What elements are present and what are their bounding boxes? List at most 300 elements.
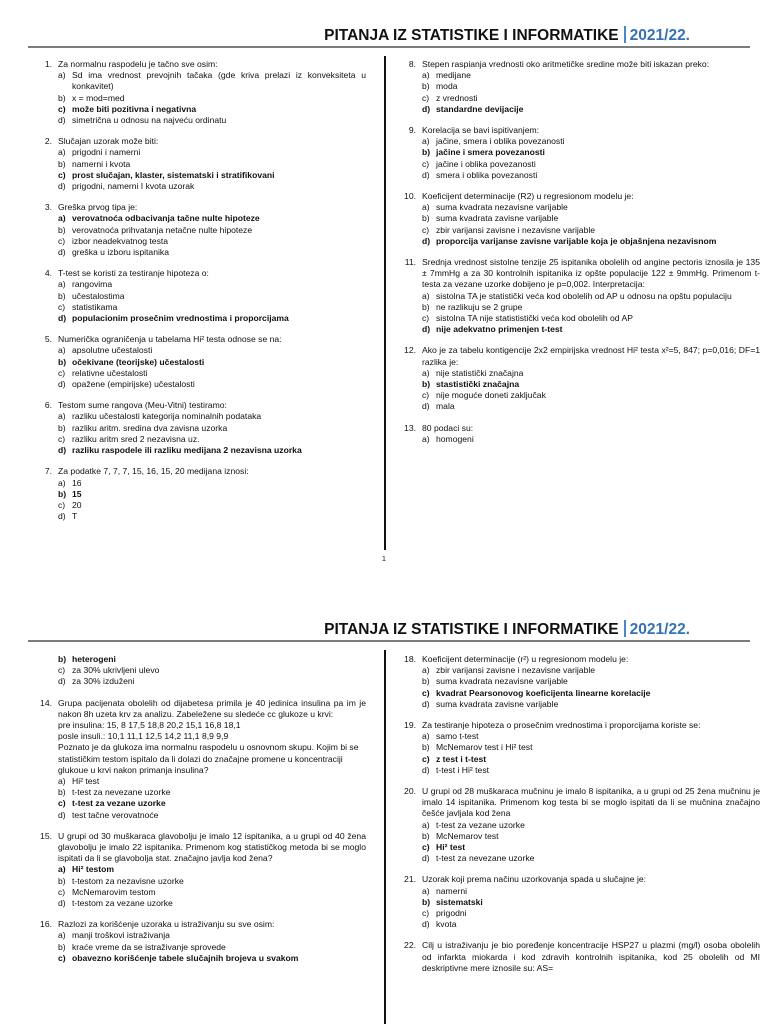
option-text: stastistički značajna [436, 379, 520, 390]
answer-option [40, 147, 366, 158]
question-item [404, 345, 760, 412]
answer-option [40, 787, 366, 798]
option-text: razliku aritm sred 2 nezavisna uz. [72, 433, 200, 444]
option-text: mala [436, 401, 455, 412]
answer-option [404, 236, 760, 247]
answer-option [40, 776, 366, 787]
option-text: opažene (empirijske) učestalosti [72, 379, 195, 390]
question-number: 7. [44, 466, 52, 477]
question-header [40, 698, 366, 720]
question-header [404, 345, 760, 367]
option-letter: c) [58, 798, 66, 809]
option-letter: a) [422, 433, 430, 444]
question-number: 10. [404, 191, 416, 202]
option-letter: b) [422, 742, 430, 753]
question-text: Numerička ograničenja u tabelama Hi² testa odnose se na: [58, 334, 282, 345]
answer-option [40, 247, 366, 258]
option-letter: d) [58, 181, 66, 192]
option-text: McNemarovim testom [72, 886, 156, 897]
option-text: standardne devijacije [436, 103, 524, 114]
page2-right-column [404, 654, 760, 984]
header-title: PITANJA IZ STATISTIKE I INFORMATIKE [324, 621, 619, 638]
option-text: 15 [72, 488, 82, 499]
question-number: 1. [44, 59, 52, 69]
option-letter: b) [422, 379, 431, 390]
answer-option [40, 302, 366, 313]
option-text: T [72, 511, 78, 522]
option-letter: a) [422, 885, 430, 896]
answer-option [40, 654, 366, 665]
option-text: x = mod=med [72, 92, 125, 103]
option-letter: c) [422, 687, 430, 698]
answer-option [40, 181, 366, 192]
question-item [40, 136, 366, 192]
option-letter: c) [422, 224, 430, 235]
option-text: heterogeni [72, 654, 116, 664]
option-letter: a) [58, 279, 66, 290]
option-text: verovatnoća odbacivanja tačne nulte hipoteze [72, 213, 260, 224]
answer-option [404, 401, 760, 412]
question-item [40, 400, 366, 456]
answer-option [40, 236, 366, 247]
answer-option [404, 434, 760, 445]
option-text: samo t-test [436, 731, 479, 742]
answer-option [404, 302, 760, 313]
option-text: namerni [436, 885, 468, 896]
option-text: greška u izboru ispitanika [72, 247, 169, 258]
answer-option [40, 213, 366, 224]
option-text: suma kvadrata zavisne varijable [436, 698, 559, 709]
answer-option [40, 953, 366, 964]
answer-option [40, 357, 366, 368]
option-text: medijane [436, 70, 471, 81]
question-item [404, 654, 760, 710]
answer-option [404, 665, 760, 676]
answer-option [40, 511, 366, 522]
question-text: Za normalnu raspodelu je tačno sve osim: [58, 59, 218, 69]
option-text: Hi² test [72, 776, 100, 787]
question-text: Razlozi za korišćenje uzoraka u istraživanju su sve osim: [58, 919, 275, 930]
header-separator [624, 26, 626, 43]
answer-option [404, 202, 760, 213]
option-text: test tačne verovatnoće [72, 809, 159, 820]
option-text: t-test za nevezane uzorke [72, 787, 171, 798]
option-letter: a) [422, 367, 430, 378]
answer-option [40, 864, 366, 875]
option-letter: b) [422, 896, 431, 907]
option-text: razliku aritm. sredina dva zavisna uzorka [72, 422, 228, 433]
answer-option [40, 665, 366, 676]
question-text: Testom sume rangova (Meu-Vitni) testiramo: [58, 400, 227, 411]
question-text: Grupa pacijenata obolelih od dijabetesa primila je 40 jedinica insulina pa im je nakon 8h uzeta krv za analizu. Zabeležene su sledeće cc glukoze u krvi: [58, 697, 366, 719]
option-text: t-test i Hi² test [436, 764, 490, 775]
question-item [404, 125, 760, 181]
question-text: 80 podaci su: [422, 422, 474, 433]
question-detail-line: Poznato je da glukoza ima normalnu raspodelu u osnovnom skupu. Kojim bi se statističkim testom ispitalo da li dolazi do značajne promene u koncentraciji glukoue u krvi nakon primanja insulina? [58, 742, 359, 775]
option-text: homogeni [436, 433, 474, 444]
option-letter: a) [58, 213, 66, 224]
question-text: T-test se koristi za testiranje hipoteza o: [58, 268, 209, 279]
option-letter: a) [422, 819, 430, 830]
option-letter: d) [422, 324, 431, 335]
question-number: 2. [44, 136, 52, 147]
option-letter: d) [422, 235, 431, 246]
option-letter: a) [422, 665, 430, 676]
answer-option [40, 279, 366, 290]
question-header [404, 59, 760, 70]
answer-option [40, 313, 366, 324]
page1-left-column [40, 59, 366, 532]
answer-option [40, 93, 366, 104]
question-item [404, 257, 760, 335]
option-letter: a) [58, 411, 66, 422]
option-text: 20 [72, 499, 82, 510]
option-text: razliku učestalosti kategorija nominalnih podataka [72, 411, 262, 422]
option-text: 16 [72, 477, 82, 488]
question-header [40, 136, 366, 147]
question-header [40, 59, 366, 70]
option-letter: c) [58, 367, 66, 378]
answer-option [404, 390, 760, 401]
option-letter: b) [422, 213, 430, 224]
option-text: populacionim prosečnim vrednostima i proporcijama [72, 313, 289, 324]
page-number: 1 [382, 556, 386, 563]
answer-option [404, 104, 760, 115]
option-text: namerni i kvota [72, 158, 131, 169]
question-header [40, 919, 366, 930]
option-text: t-testom za nezavisne uzorke [72, 875, 184, 886]
option-text: ne razlikuju se 2 grupe [436, 301, 523, 312]
answer-option [40, 887, 366, 898]
answer-option [40, 876, 366, 887]
question-header [40, 334, 366, 345]
question-item [404, 191, 760, 247]
option-letter: b) [58, 356, 67, 367]
option-letter: c) [422, 753, 430, 764]
option-text: suma kvadrata nezavisne varijable [436, 202, 568, 213]
answer-option [40, 489, 366, 500]
option-letter: a) [58, 776, 66, 787]
option-letter: c) [58, 433, 66, 444]
question-text: Uzorak koji prema načinu uzorkovanja spada u slučajne je: [422, 874, 647, 885]
option-letter: d) [422, 764, 430, 775]
question-item [40, 919, 366, 964]
header-year: 2021/22. [629, 621, 690, 638]
option-text: za 30% ukrivljeni ulevo [72, 665, 160, 676]
page2-left-column [40, 654, 366, 974]
option-letter: c) [58, 169, 66, 180]
option-text: očekivane (teorijske) učestalosti [72, 356, 205, 367]
question-text: Za testiranje hipoteza o prosečnim vrednostima i proporcijama koriste se: [422, 720, 701, 731]
question-header [40, 400, 366, 411]
answer-option [40, 345, 366, 356]
option-letter: b) [58, 158, 66, 169]
answer-option [404, 688, 760, 699]
option-text: prost slučajan, klaster, sistematski i stratifikovani [72, 169, 275, 180]
option-letter: a) [422, 290, 430, 301]
question-item [404, 786, 760, 864]
answer-option [404, 324, 760, 335]
answer-option [40, 676, 366, 687]
option-letter: b) [422, 147, 431, 158]
option-letter: c) [58, 235, 66, 246]
answer-option [404, 676, 760, 687]
question-header [404, 257, 760, 291]
answer-option [404, 225, 760, 236]
answer-option [404, 842, 760, 853]
option-text: nije moguće doneti zaključak [436, 390, 546, 401]
option-letter: a) [58, 930, 66, 941]
answer-option [404, 81, 760, 92]
question-number: 8. [408, 59, 416, 69]
question-header [404, 654, 760, 665]
option-letter: d) [422, 401, 430, 412]
option-letter: d) [422, 169, 430, 180]
option-letter: d) [58, 809, 66, 820]
answer-option [404, 919, 760, 930]
answer-option [404, 765, 760, 776]
option-letter: d) [422, 853, 430, 864]
answer-option [404, 313, 760, 324]
option-text: prigodni, namerni I kvota uzorak [72, 181, 195, 192]
answer-option [40, 159, 366, 170]
answer-option [404, 897, 760, 908]
option-text: simetrična u odnosu na najveću ordinatu [72, 115, 227, 126]
question-item [404, 720, 760, 776]
question-item [40, 268, 366, 324]
option-letter: b) [58, 92, 66, 103]
question-number: 16. [40, 919, 52, 930]
page-header [324, 26, 690, 45]
question-text: Greška prvog tipa je: [58, 202, 138, 213]
option-letter: a) [422, 136, 430, 147]
question-header [404, 191, 760, 202]
option-text: može biti pozitivna i negativna [72, 103, 197, 114]
option-text: t-test za vezane uzorke [72, 798, 166, 809]
option-text: t-test za nevezane uzorke [436, 853, 535, 864]
option-text: sistolna TA je statistički veća kod obolelih od AP u odnosu na opštu populaciju [436, 290, 732, 301]
answer-option [404, 908, 760, 919]
option-text: razliku raspodele ili razliku medijana 2 nezavisna uzorka [72, 445, 302, 456]
page-header [324, 620, 690, 639]
question-text: Stepen raspianja vrednosti oko aritmetičke sredine može biti iskazan preko: [422, 59, 710, 69]
header-rule [28, 46, 750, 48]
answer-option [404, 70, 760, 81]
answer-option [40, 798, 366, 809]
answer-option [404, 136, 760, 147]
answer-option [404, 379, 760, 390]
option-text: z vrednosti [436, 92, 478, 103]
answer-option [40, 70, 366, 92]
answer-option [40, 291, 366, 302]
answer-option [40, 445, 366, 456]
option-text: prigodni i namerni [72, 147, 141, 158]
option-letter: a) [58, 864, 66, 875]
option-letter: a) [58, 147, 66, 158]
option-letter: b) [422, 830, 430, 841]
option-letter: c) [422, 158, 430, 169]
answer-option [404, 147, 760, 158]
question-text: Srednja vrednost sistolne tenzije 25 ispitanika obolelih od angine pectoris iznosila je 135 ± 7mmHg a za 30 kontrolnih ispitanika iz opšte populacije 122 ± 9mmHg. Primenom t-testa za vezane uzorke dobijeno je p=0,002. Interpretacija: [422, 257, 760, 290]
question-number: 13. [404, 422, 416, 433]
question-header [404, 423, 760, 434]
option-text: Hi² testom [72, 864, 115, 875]
question-number: 19. [404, 720, 416, 731]
answer-option [404, 742, 760, 753]
option-letter: a) [58, 345, 66, 356]
option-letter: d) [58, 676, 66, 687]
option-text: apsolutne učestalosti [72, 345, 153, 356]
option-letter: d) [422, 698, 430, 709]
question-number: 21. [404, 874, 416, 885]
option-text: Sd ima vrednost prevojnih tačaka (gde kriva prelazi iz konveksiteta u konkavitet) [72, 70, 366, 92]
option-letter: c) [422, 842, 430, 853]
option-text: kraće vreme da se istraživanje sprovede [72, 941, 226, 952]
question-number: 15. [40, 830, 52, 841]
answer-option [404, 699, 760, 710]
question-text: Cilj u istraživanju je bio poređenje koncentracije HSP27 u plazmi (mg/l) osoba obolelih od infarkta miokarda i kod zdravih kontrolnih ispitanika, kod 25 obolelih od MI deskriptivne mere iznosile su: AS= [422, 940, 760, 973]
option-letter: c) [58, 886, 66, 897]
option-letter: b) [422, 676, 430, 687]
option-letter: c) [58, 665, 66, 676]
option-letter: d) [58, 445, 67, 456]
option-text: t-test za vezane uzorke [436, 819, 525, 830]
question-item [40, 466, 366, 522]
answer-option [40, 810, 366, 821]
answer-option [40, 225, 366, 236]
question-header [40, 268, 366, 279]
question-header [40, 202, 366, 213]
answer-option [40, 379, 366, 390]
option-letter: b) [58, 941, 66, 952]
question-text: Koeficijent determinacije (r²) u regresionom modelu je: [422, 654, 629, 664]
option-text: sistolna TA nije statististički veća kod obolelih od AP [436, 313, 633, 324]
answer-option [404, 170, 760, 181]
option-text: suma kvadrata zavisne varijable [436, 213, 559, 224]
option-letter: b) [58, 422, 66, 433]
option-text: za 30% izduženi [72, 676, 135, 687]
question-item [40, 202, 366, 258]
option-text: manji troškovi istraživanja [72, 930, 170, 941]
answer-option [404, 831, 760, 842]
option-text: izbor neadekvatnog testa [72, 235, 169, 246]
option-text: obavezno korišćenje tabele slučajnih brojeva u svakom [72, 952, 299, 963]
question-detail-line: pre insulina: 15, 8 17,5 18,8 20,2 15,1 16,8 18,1 [58, 720, 241, 731]
option-text: Hi² test [436, 842, 466, 853]
question-header [404, 786, 760, 820]
option-text: učestalostima [72, 290, 125, 301]
answer-option [40, 930, 366, 941]
option-text: kvadrat Pearsonovog koeficijenta linearne korelacije [436, 687, 651, 698]
answer-option [40, 170, 366, 181]
option-letter: a) [422, 731, 430, 742]
answer-option [404, 754, 760, 765]
answer-option [404, 159, 760, 170]
option-letter: b) [422, 81, 430, 92]
option-text: zbir varijansi zavisne i nezavisne varijable [436, 665, 596, 676]
question-number: 3. [44, 202, 52, 213]
option-text: statistikama [72, 301, 118, 312]
page1-right-column [404, 59, 760, 455]
question-number: 4. [44, 268, 52, 279]
option-letter: d) [58, 247, 66, 258]
option-text: kvota [436, 919, 457, 930]
question-text: Koeficijent determinacije (R2) u regresionom modelu je: [422, 191, 634, 202]
option-letter: d) [58, 898, 66, 909]
question-number: 11. [404, 257, 416, 268]
question-header [40, 466, 366, 477]
question-continuation [40, 654, 366, 688]
option-text: t-testom za vezane uzorke [72, 898, 173, 909]
answer-option [404, 93, 760, 104]
answer-option [40, 434, 366, 445]
column-divider [384, 650, 386, 1024]
question-item [404, 874, 760, 930]
question-number: 20. [404, 786, 416, 797]
option-letter: b) [58, 224, 66, 235]
question-item [40, 831, 366, 909]
option-letter: a) [422, 70, 430, 81]
header-year: 2021/22. [629, 27, 690, 44]
option-text: jačine i smera povezanosti [436, 147, 545, 158]
answer-option [40, 104, 366, 115]
question-number: 22. [404, 940, 416, 951]
option-letter: b) [58, 488, 67, 499]
answer-option [40, 423, 366, 434]
question-header [404, 874, 760, 885]
header-rule [28, 640, 750, 642]
answer-option [40, 368, 366, 379]
option-text: moda [436, 81, 458, 92]
option-letter: d) [422, 103, 431, 114]
question-header [404, 720, 760, 731]
question-item [40, 59, 366, 126]
option-text: jačine i oblika povezanosti [436, 158, 536, 169]
answer-option [404, 291, 760, 302]
answer-option [40, 500, 366, 511]
option-letter: a) [422, 202, 430, 213]
question-header [404, 125, 760, 136]
question-number: 6. [44, 400, 52, 411]
question-text: Slučajan uzorak može biti: [58, 136, 159, 147]
option-letter: b) [58, 875, 66, 886]
option-text: jačine, smera i oblika povezanosti [436, 136, 565, 147]
answer-option [40, 478, 366, 489]
option-letter: b) [58, 787, 66, 798]
option-letter: a) [58, 477, 66, 488]
question-header [40, 831, 366, 865]
question-number: 14. [40, 697, 52, 708]
option-letter: b) [422, 301, 430, 312]
question-number: 18. [404, 654, 416, 664]
question-item [40, 698, 366, 821]
option-text: suma kvadrata nezavisne varijable [436, 676, 568, 687]
option-text: verovatnoća prihvatanja netačne nulte hipoteze [72, 224, 253, 235]
question-detail-line: posle insuli.: 10,1 11,1 12,5 14,2 11,1 8,9 9,9 [58, 731, 229, 742]
question-text: Korelacija se bavi ispitivanjem: [422, 125, 540, 136]
header-separator [624, 620, 626, 637]
option-letter: c) [58, 103, 66, 114]
question-number: 12. [404, 345, 416, 356]
answer-option [404, 368, 760, 379]
question-item [404, 940, 760, 974]
option-text: zbir varijansi zavisne i nezavisne varijable [436, 224, 596, 235]
option-letter: b) [58, 290, 66, 301]
option-letter: d) [58, 379, 66, 390]
answer-option [404, 213, 760, 224]
option-letter: c) [422, 908, 430, 919]
option-text: McNemarov test [436, 830, 499, 841]
